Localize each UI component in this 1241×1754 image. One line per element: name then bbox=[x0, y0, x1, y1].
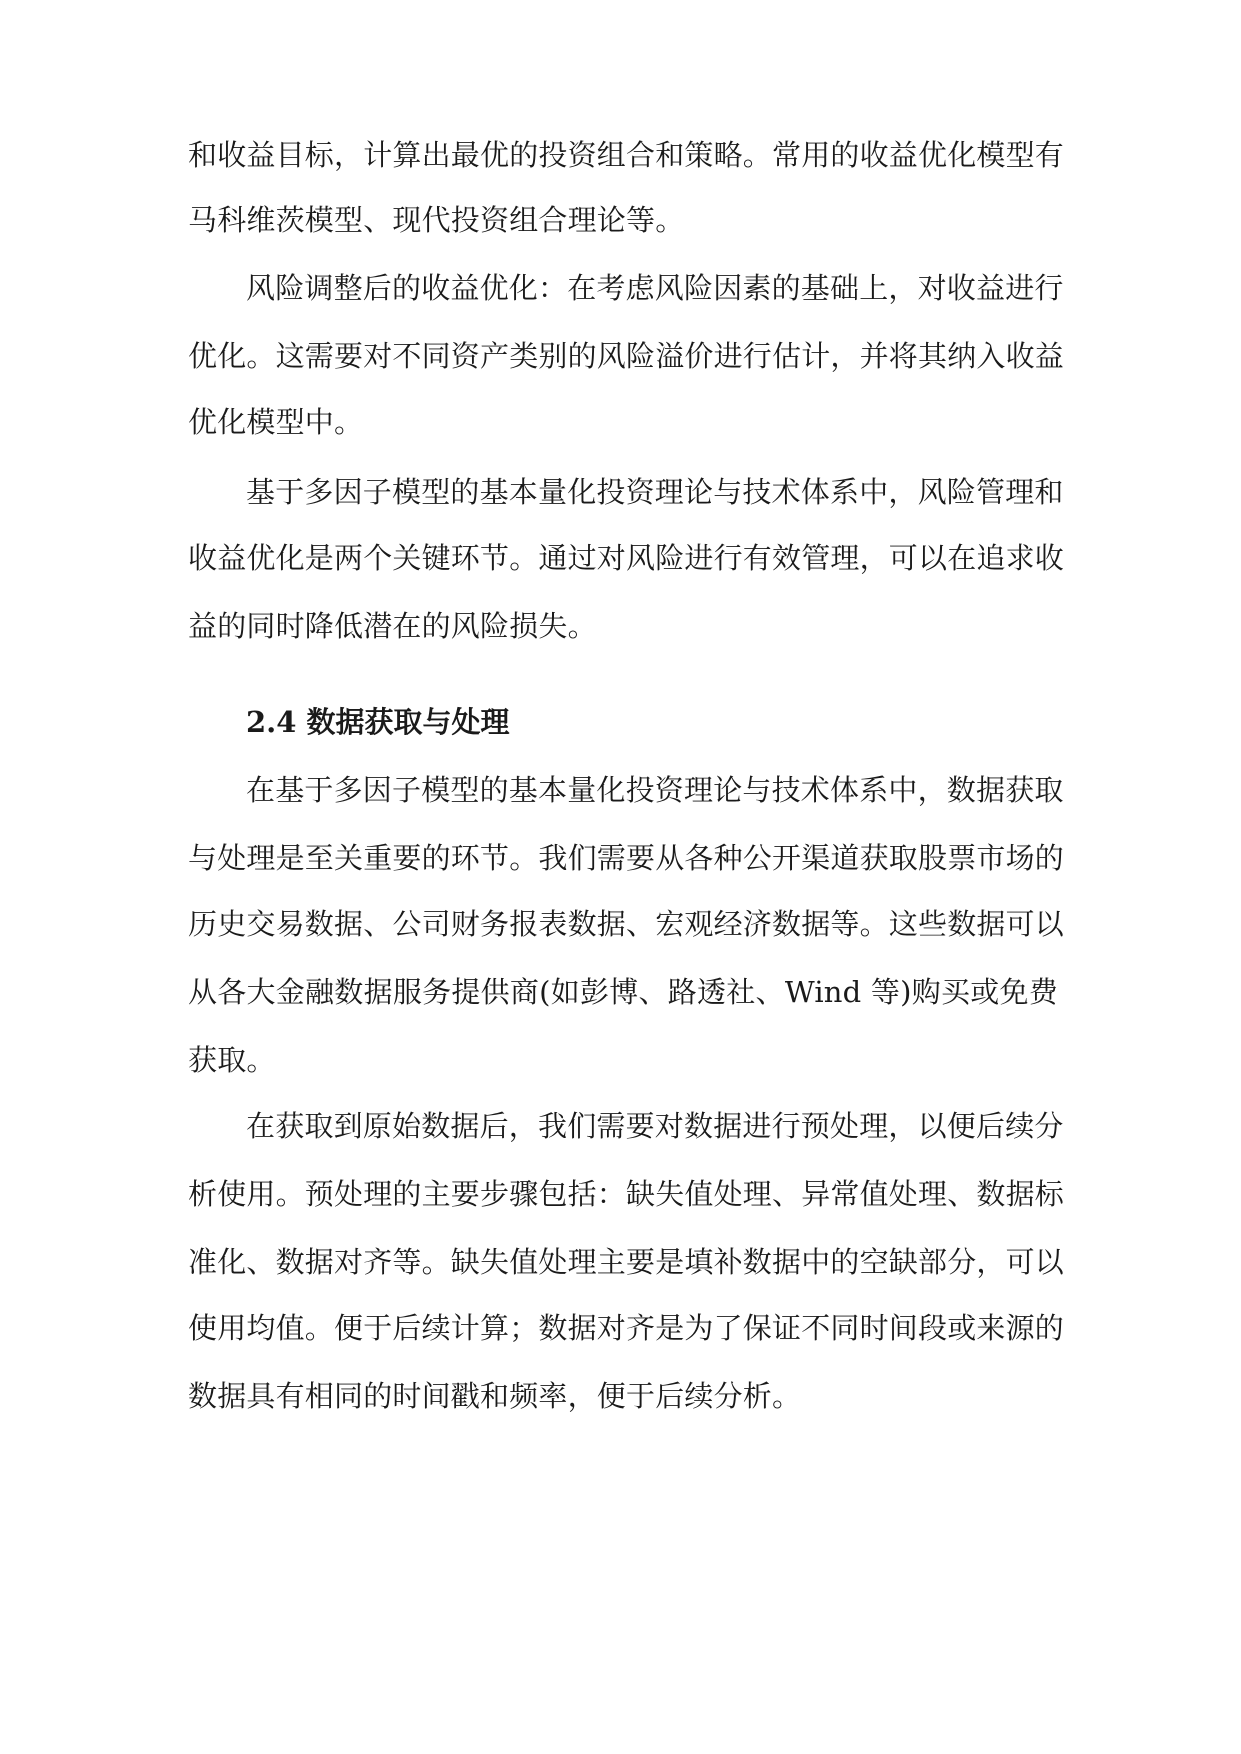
paragraph-line: 在获取到原始数据后，我们需要对数据进行预处理，以便后续分 bbox=[246, 1109, 1064, 1143]
paragraph-line: 风险调整后的收益优化：在考虑风险因素的基础上，对收益进行 bbox=[246, 271, 1064, 305]
paragraph-line: 和收益目标，计算出最优的投资组合和策略。常用的收益优化模型有 bbox=[188, 138, 1065, 172]
paragraph-line: 从各大金融数据服务提供商(如彭博、路透社、Wind 等)购买或免费 bbox=[188, 975, 1058, 1009]
document-page bbox=[188, 0, 1065, 1754]
paragraph-line: 益的同时降低潜在的风险损失。 bbox=[188, 609, 597, 643]
paragraph-line: 马科维茨模型、现代投资组合理论等。 bbox=[188, 203, 685, 237]
paragraph-line: 历史交易数据、公司财务报表数据、宏观经济数据等。这些数据可以 bbox=[188, 907, 1065, 941]
section-heading: 2.4 数据获取与处理 bbox=[246, 705, 510, 739]
paragraph-line: 收益优化是两个关键环节。通过对风险进行有效管理，可以在追求收 bbox=[188, 541, 1065, 575]
paragraph-line: 在基于多因子模型的基本量化投资理论与技术体系中，数据获取 bbox=[246, 773, 1064, 807]
paragraph-line: 析使用。预处理的主要步骤包括：缺失值处理、异常值处理、数据标 bbox=[188, 1177, 1065, 1211]
paragraph-line: 数据具有相同的时间戳和频率，便于后续分析。 bbox=[188, 1379, 802, 1413]
paragraph-line: 优化模型中。 bbox=[188, 405, 364, 439]
paragraph-line: 与处理是至关重要的环节。我们需要从各种公开渠道获取股票市场的 bbox=[188, 841, 1065, 875]
paragraph-line: 准化、数据对齐等。缺失值处理主要是填补数据中的空缺部分，可以 bbox=[188, 1245, 1065, 1279]
paragraph-line: 使用均值。便于后续计算；数据对齐是为了保证不同时间段或来源的 bbox=[188, 1311, 1065, 1345]
paragraph-line: 优化。这需要对不同资产类别的风险溢价进行估计，并将其纳入收益 bbox=[188, 339, 1065, 373]
paragraph-line: 获取。 bbox=[188, 1043, 276, 1077]
paragraph-line: 基于多因子模型的基本量化投资理论与技术体系中，风险管理和 bbox=[246, 475, 1064, 509]
